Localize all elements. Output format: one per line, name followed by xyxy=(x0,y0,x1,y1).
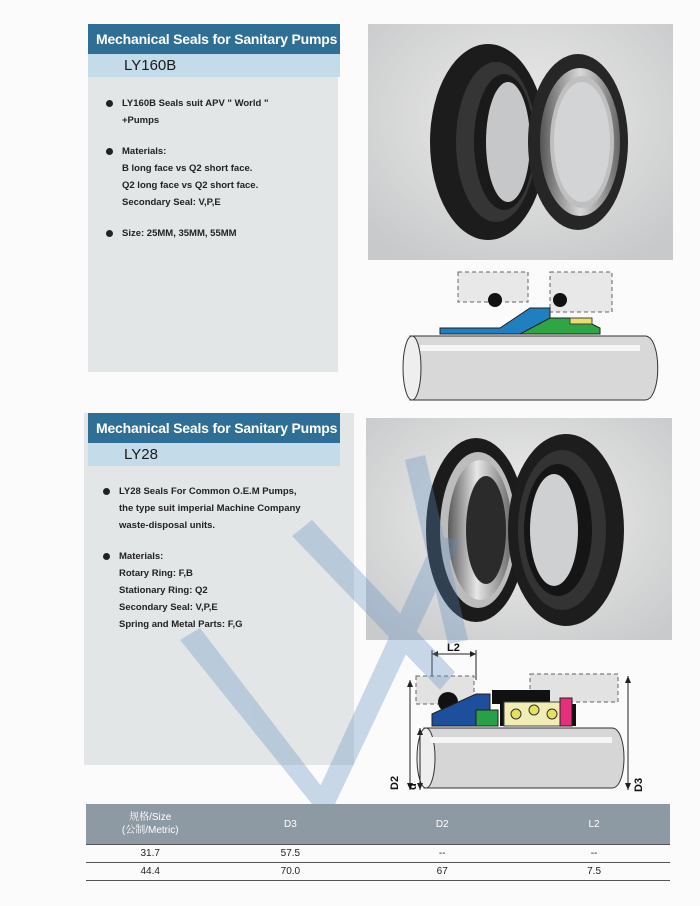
table-column-header: 规格/Size (公制/Metric) xyxy=(86,804,214,845)
bullet-line: LY28 Seals For Common O.E.M Pumps, xyxy=(119,486,297,497)
table-column-header: D2 xyxy=(366,804,518,845)
bullet-line: Q2 long face vs Q2 short face. xyxy=(122,180,259,191)
bullet-item xyxy=(101,483,341,534)
bullet-line: Size: 25MM, 35MM, 55MM xyxy=(122,228,237,239)
bullet-line: Spring and Metal Parts: F,G xyxy=(119,619,243,630)
bullet-line: B long face vs Q2 short face. xyxy=(122,163,253,174)
bullet-item xyxy=(104,95,329,129)
bullet-line: +Pumps xyxy=(122,115,160,126)
bullet-dot-icon xyxy=(103,553,110,560)
seal-photo-ly160b xyxy=(368,24,673,260)
d-dimension-label: d xyxy=(407,783,419,790)
bullet-item xyxy=(104,225,329,242)
section2-title: Mechanical Seals for Sanitary Pumps xyxy=(88,413,340,443)
bullet-item xyxy=(101,548,341,633)
bullet-dot-icon xyxy=(106,230,113,237)
seal-drawing-ly160b xyxy=(400,268,670,410)
section1-bullet-list xyxy=(104,95,329,256)
table-cell: 31.7 xyxy=(86,845,214,863)
section1-title: Mechanical Seals for Sanitary Pumps xyxy=(88,24,340,54)
table-cell: 70.0 xyxy=(214,863,366,881)
section2-cross-section-diagram xyxy=(380,640,680,800)
table-header-row xyxy=(86,804,670,845)
bullet-line: Secondary Seal: V,P,E xyxy=(119,602,218,613)
table-cell: 67 xyxy=(366,863,518,881)
l2-dimension-label: L2 xyxy=(447,642,460,654)
d3-dimension-label: D3 xyxy=(633,777,645,792)
bullet-line: Stationary Ring: Q2 xyxy=(119,585,208,596)
section1-product-photo xyxy=(368,24,673,260)
bullet-dot-icon xyxy=(106,148,113,155)
bullet-line: the type suit imperial Machine Company xyxy=(119,503,301,514)
seal-photo-ly28 xyxy=(366,418,672,640)
bullet-line: Materials: xyxy=(122,146,167,157)
table-row xyxy=(86,863,670,881)
table-row xyxy=(86,845,670,863)
section2-product-photo xyxy=(366,418,672,640)
bullet-dot-icon xyxy=(103,488,110,495)
bullet-line: Rotary Ring: F,B xyxy=(119,568,193,579)
bullet-line: waste-disposal units. xyxy=(119,520,216,531)
table-column-header: L2 xyxy=(518,804,670,845)
bullet-item xyxy=(104,143,329,211)
bullet-line: LY160B Seals suit APV " World " xyxy=(122,98,269,109)
table-cell: -- xyxy=(366,845,518,863)
seal-drawing-ly28 xyxy=(380,640,680,800)
table-cell: 7.5 xyxy=(518,863,670,881)
table-cell: 44.4 xyxy=(86,863,214,881)
section2-bullet-list xyxy=(101,483,341,647)
bullet-line: Secondary Seal: V,P,E xyxy=(122,197,221,208)
section2-model-tab: LY28 xyxy=(88,443,340,466)
table-column-header: D3 xyxy=(214,804,366,845)
size-spec-table xyxy=(86,804,670,881)
section1-cross-section-diagram xyxy=(400,268,670,410)
bullet-dot-icon xyxy=(106,100,113,107)
section1-model-tab: LY160B xyxy=(88,54,340,77)
table-cell: -- xyxy=(518,845,670,863)
table-cell: 57.5 xyxy=(214,845,366,863)
d2-dimension-label: D2 xyxy=(389,775,401,790)
bullet-line: Materials: xyxy=(119,551,164,562)
